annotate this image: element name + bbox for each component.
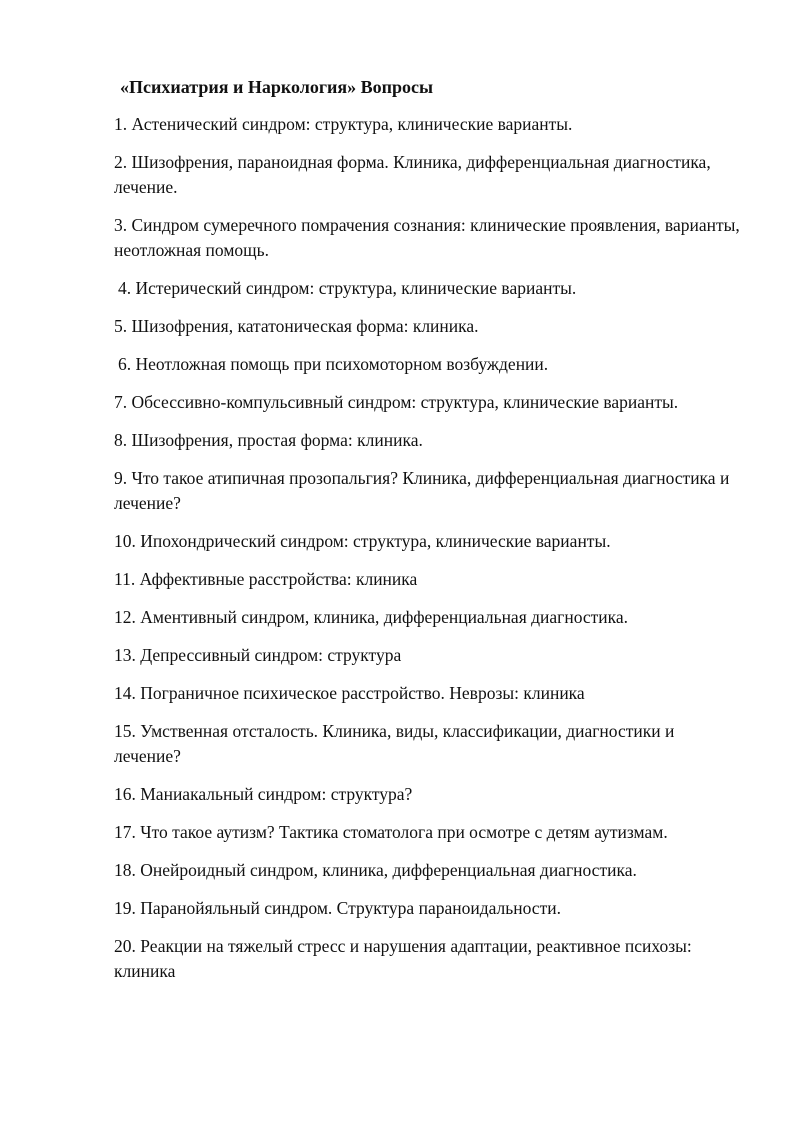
question-5: 5. Шизофрения, кататоническая форма: клиника. bbox=[114, 316, 479, 336]
question-4: 4. Истерический синдром: структура, клинические варианты. bbox=[118, 278, 577, 298]
question-6: 6. Неотложная помощь при психомоторном возбуждении. bbox=[118, 354, 549, 374]
question-15: 15. Умственная отсталость. Клиника, виды, классификации, диагностики и лечение? bbox=[114, 721, 675, 766]
question-9: 9. Что такое атипичная прозопальгия? Клиника, дифференциальная диагностика и лечение? bbox=[114, 468, 730, 513]
question-2: 2. Шизофрения, параноидная форма. Клиника, дифференциальная диагностика, лечение. bbox=[114, 152, 711, 197]
question-20: 20. Реакции на тяжелый стресс и нарушения адаптации, реактивное психозы: клиника bbox=[114, 936, 692, 981]
question-17: 17. Что такое аутизм? Тактика стоматолога при осмотре с детям аутизмам. bbox=[114, 822, 668, 842]
question-16: 16. Маниакальный синдром: структура? bbox=[114, 784, 413, 804]
question-13: 13. Депрессивный синдром: структура bbox=[114, 645, 402, 665]
question-19: 19. Паранойяльный синдром. Структура параноидальности. bbox=[114, 898, 561, 918]
question-10: 10. Ипохондрический синдром: структура, клинические варианты. bbox=[114, 531, 611, 551]
question-1: 1. Астенический синдром: структура, клинические варианты. bbox=[114, 114, 573, 134]
question-8: 8. Шизофрения, простая форма: клиника. bbox=[114, 430, 423, 450]
question-11: 11. Аффективные расстройства: клиника bbox=[114, 569, 418, 589]
question-7: 7. Обсессивно-компульсивный синдром: структура, клинические варианты. bbox=[114, 392, 679, 412]
question-12: 12. Аментивный синдром, клиника, дифференциальная диагностика. bbox=[114, 607, 629, 627]
question-3: 3. Синдром сумеречного помрачения сознания: клинические проявления, варианты, неотложная помощь. bbox=[114, 215, 740, 260]
question-18: 18. Онейроидный синдром, клиника, дифференциальная диагностика. bbox=[114, 860, 637, 880]
document-page bbox=[114, 74, 744, 997]
document-title: «Психиатрия и Наркология» Вопросы bbox=[120, 77, 434, 97]
question-14: 14. Пограничное психическое расстройство. Неврозы: клиника bbox=[114, 683, 585, 703]
